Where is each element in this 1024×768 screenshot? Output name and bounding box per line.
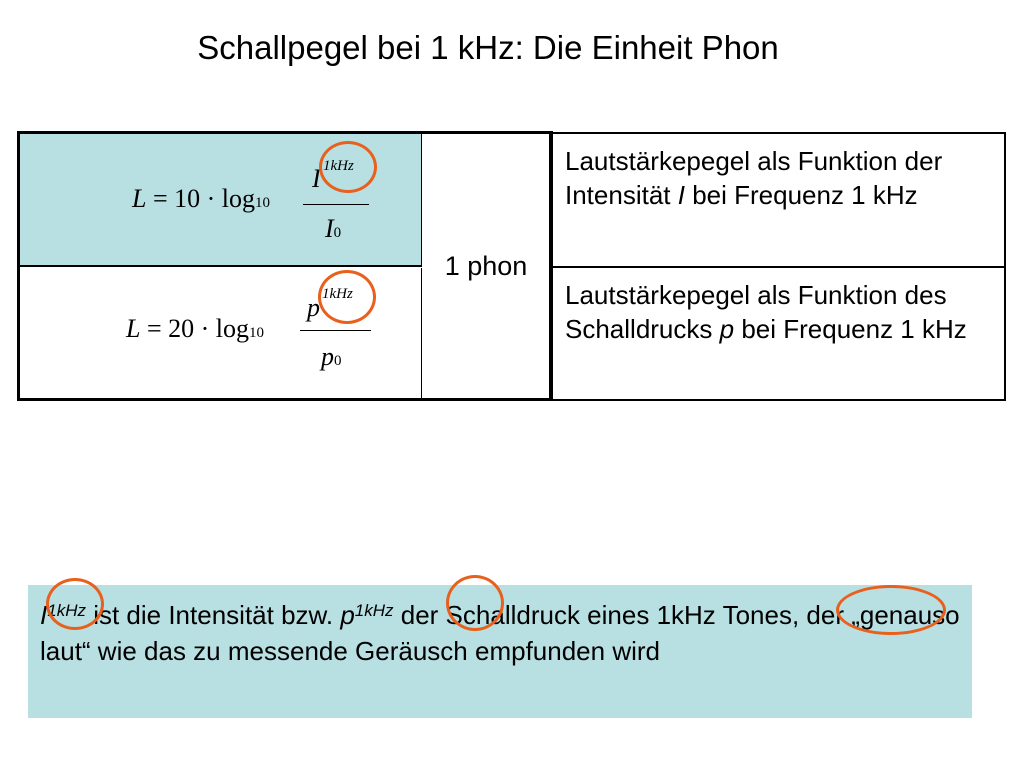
page-title: Schallpegel bei 1 kHz: Die Einheit Phon (197, 29, 779, 66)
description-variable: I (677, 180, 685, 210)
description-text: bei Frequenz 1 kHz (734, 314, 967, 344)
note-superscript: 1kHz (47, 601, 86, 620)
highlight-ring (319, 141, 377, 193)
numerator-pressure: p (307, 293, 320, 322)
highlight-ring (46, 578, 104, 630)
numerator-superscript: 1kHz (323, 158, 354, 174)
denominator-intensity (325, 214, 341, 244)
formula-lhs: L (126, 314, 141, 343)
fraction-bar (303, 204, 369, 205)
formula-operator: = 20 · log (140, 314, 250, 343)
formula-lhs: L (132, 184, 147, 213)
note-variable: p (340, 600, 355, 630)
note-variable: I (40, 600, 48, 630)
denominator-pressure (321, 342, 342, 372)
note-highlight: 1kHz (656, 600, 716, 630)
highlight-ring (318, 270, 376, 324)
description-table (553, 132, 1006, 401)
unit-label: 1 phon (444, 250, 528, 281)
highlight-ring (446, 575, 504, 631)
numerator-intensity: I (312, 164, 321, 193)
denominator-subscript: 0 (334, 353, 342, 369)
highlight-ring (836, 585, 946, 635)
numerator-superscript: 1kHz (322, 286, 353, 302)
log-base: 10 (249, 325, 265, 341)
formula-intensity (132, 184, 270, 214)
description-intensity (553, 134, 1006, 268)
note-superscript: 1kHz (354, 601, 394, 620)
description-text: Lautstärkepegel als Funktion des Schalldrucks (565, 280, 947, 344)
note-text: Tones, der „genauso laut“ wie das zu messende Geräusch empfunden wird (40, 600, 960, 666)
fraction-bar (300, 330, 371, 331)
note-text: der Schalldruck eines (393, 600, 657, 630)
description-text: bei Frequenz 1 kHz (684, 180, 918, 210)
description-text: Lautstärkepegel als Funktion der Intensität (565, 146, 943, 210)
unit-cell (423, 134, 551, 398)
denominator-var: p (321, 342, 334, 371)
formula-operator: = 10 · log (146, 184, 256, 213)
note-text: ist die Intensität bzw. (85, 600, 341, 630)
denominator-subscript: 0 (333, 225, 342, 241)
formula-pressure (126, 314, 264, 344)
description-pressure (553, 268, 1006, 401)
description-variable: p (719, 314, 735, 344)
denominator-var: I (325, 214, 334, 243)
log-base: 10 (255, 195, 271, 211)
